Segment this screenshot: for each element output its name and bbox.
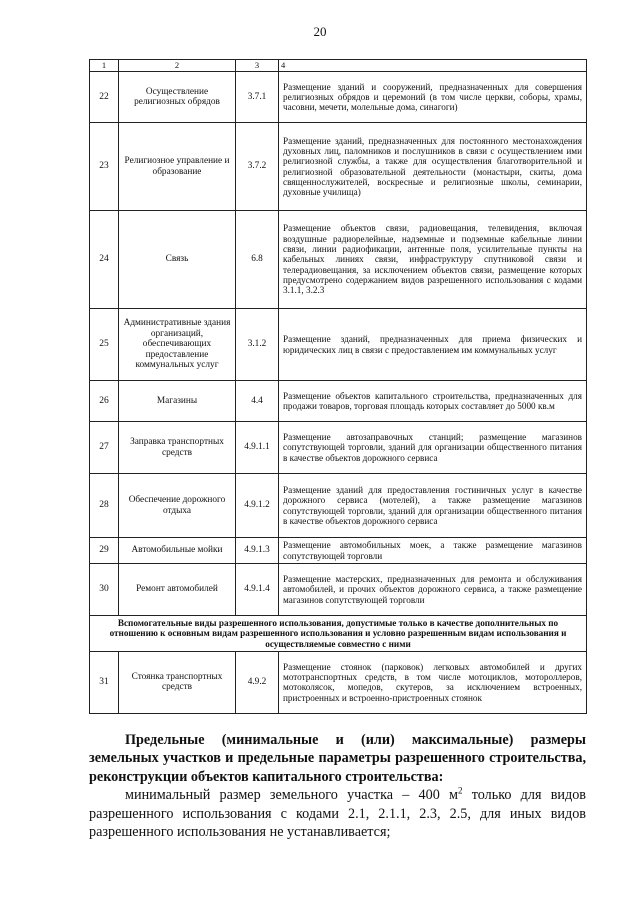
row-code: 3.7.2 — [236, 123, 279, 211]
row-code: 4.4 — [236, 381, 279, 422]
table-row — [90, 309, 587, 381]
row-description: Размещение автозаправочных станций; размещение магазинов сопутствующей торговли, зданий для организации общественного питания в качестве объектов дорожного сервиса — [279, 422, 587, 474]
row-name: Ремонт автомобилей — [119, 564, 236, 616]
superscript: 2 — [458, 785, 463, 796]
row-code: 4.9.1.4 — [236, 564, 279, 616]
land-use-table — [89, 59, 587, 714]
row-name: Обеспечение дорожного отдыха — [119, 474, 236, 538]
row-name: Религиозное управление и образование — [119, 123, 236, 211]
row-description: Размещение автомобильных моек, а также размещение магазинов сопутствующей торговли — [279, 538, 587, 564]
header-col-1: 1 — [90, 60, 119, 72]
page-number: 20 — [313, 24, 327, 39]
row-number: 22 — [90, 72, 119, 123]
row-number: 30 — [90, 564, 119, 616]
row-name: Связь — [119, 211, 236, 309]
table-row — [90, 422, 587, 474]
row-number: 29 — [90, 538, 119, 564]
row-code: 4.9.1.1 — [236, 422, 279, 474]
table-section-row — [90, 616, 587, 652]
table-row — [90, 123, 587, 211]
row-code: 3.7.1 — [236, 72, 279, 123]
table-row — [90, 72, 587, 123]
row-number: 25 — [90, 309, 119, 381]
header-col-4: 4 — [279, 60, 587, 72]
table-row — [90, 651, 587, 713]
row-code: 4.9.2 — [236, 651, 279, 713]
row-code: 3.1.2 — [236, 309, 279, 381]
paragraph-text-end: только для видов разрешенного использования с кодами 2.1, 2.1.1, 2.3, 2.5, для иных видов разрешенного использования не устанавливается; — [89, 787, 586, 841]
row-name: Стоянка транспортных средств — [119, 651, 236, 713]
row-code: 6.8 — [236, 211, 279, 309]
table-row — [90, 474, 587, 538]
row-description: Размещение объектов связи, радиовещания, телевидения, включая воздушные радиорелейные, надземные и подземные кабельные линии связи, линии радиофикации, антенные поля, усилительные пункты на кабельных линиях связи, инфраструктуру спутниковой связи и телерадиовещания, за исключением объектов связи, размещение которых предусмотрено содержанием видов разрешенного использования с кодами 3.1.1, 3.2.3 — [279, 211, 587, 309]
row-name: Административные здания организаций, обеспечивающих предоставление коммунальных услуг — [119, 309, 236, 381]
row-name: Магазины — [119, 381, 236, 422]
row-description: Размещение зданий, предназначенных для приема физических и юридических лиц в связи с предоставлением им коммунальных услуг — [279, 309, 587, 381]
row-description: Размещение мастерских, предназначенных для ремонта и обслуживания автомобилей, и прочих объектов дорожного сервиса, а также размещение магазинов сопутствующей торговли — [279, 564, 587, 616]
row-number: 28 — [90, 474, 119, 538]
row-code: 4.9.1.3 — [236, 538, 279, 564]
table-header-row — [90, 60, 587, 72]
body-paragraph — [89, 786, 586, 841]
row-number: 23 — [90, 123, 119, 211]
body-text — [89, 731, 586, 842]
row-description: Размещение зданий для предоставления гостиничных услуг в качестве дорожного сервиса (мотелей), а также размещение магазинов сопутствующей торговли, зданий для организации общественного питания в качестве объектов дорожного сервиса — [279, 474, 587, 538]
table-row — [90, 564, 587, 616]
row-name: Автомобильные мойки — [119, 538, 236, 564]
paragraph-text-start: минимальный размер земельного участка – 400 м — [125, 787, 459, 804]
row-code: 4.9.1.2 — [236, 474, 279, 538]
row-description: Размещение зданий, предназначенных для постоянного местонахождения духовных лиц, паломников и послушников в связи с осуществлением ими религиозной службы, а также для осуществления благотворительной и религиозной образовательной деятельности (монастыри, скиты, дома священнослужителей, воскресные и религиозные школы, семинарии, духовные училища) — [279, 123, 587, 211]
table-row — [90, 538, 587, 564]
row-number: 31 — [90, 651, 119, 713]
row-number: 26 — [90, 381, 119, 422]
header-col-3: 3 — [236, 60, 279, 72]
table-row — [90, 211, 587, 309]
row-description: Размещение зданий и сооружений, предназначенных для совершения религиозных обрядов и церемоний (в том числе церкви, соборы, храмы, часовни, мечети, молельные дома, синагоги) — [279, 72, 587, 123]
section-heading: Предельные (минимальные и (или) максимальные) размеры земельных участков и предельные параметры разрешенного строительства, реконструкции объектов капитального строительства: — [89, 732, 586, 785]
section-title: Вспомогательные виды разрешенного использования, допустимые только в качестве дополнительных по отношению к основным видам разрешенного использования и условно разрешенным видам использования и осуществляемые совместно с ними — [90, 616, 587, 652]
row-number: 24 — [90, 211, 119, 309]
row-name: Осуществление религиозных обрядов — [119, 72, 236, 123]
row-description: Размещение стоянок (парковок) легковых автомобилей и других мототранспортных средств, в том числе мотоциклов, мотороллеров, мотоколясок, мопедов, скутеров, за исключением встроенных, пристроенных и встроенно-пристроенных стоянок — [279, 651, 587, 713]
table-row — [90, 381, 587, 422]
row-name: Заправка транспортных средств — [119, 422, 236, 474]
row-description: Размещение объектов капитального строительства, предназначенных для продажи товаров, торговая площадь которых составляет до 5000 кв.м — [279, 381, 587, 422]
header-col-2: 2 — [119, 60, 236, 72]
row-number: 27 — [90, 422, 119, 474]
